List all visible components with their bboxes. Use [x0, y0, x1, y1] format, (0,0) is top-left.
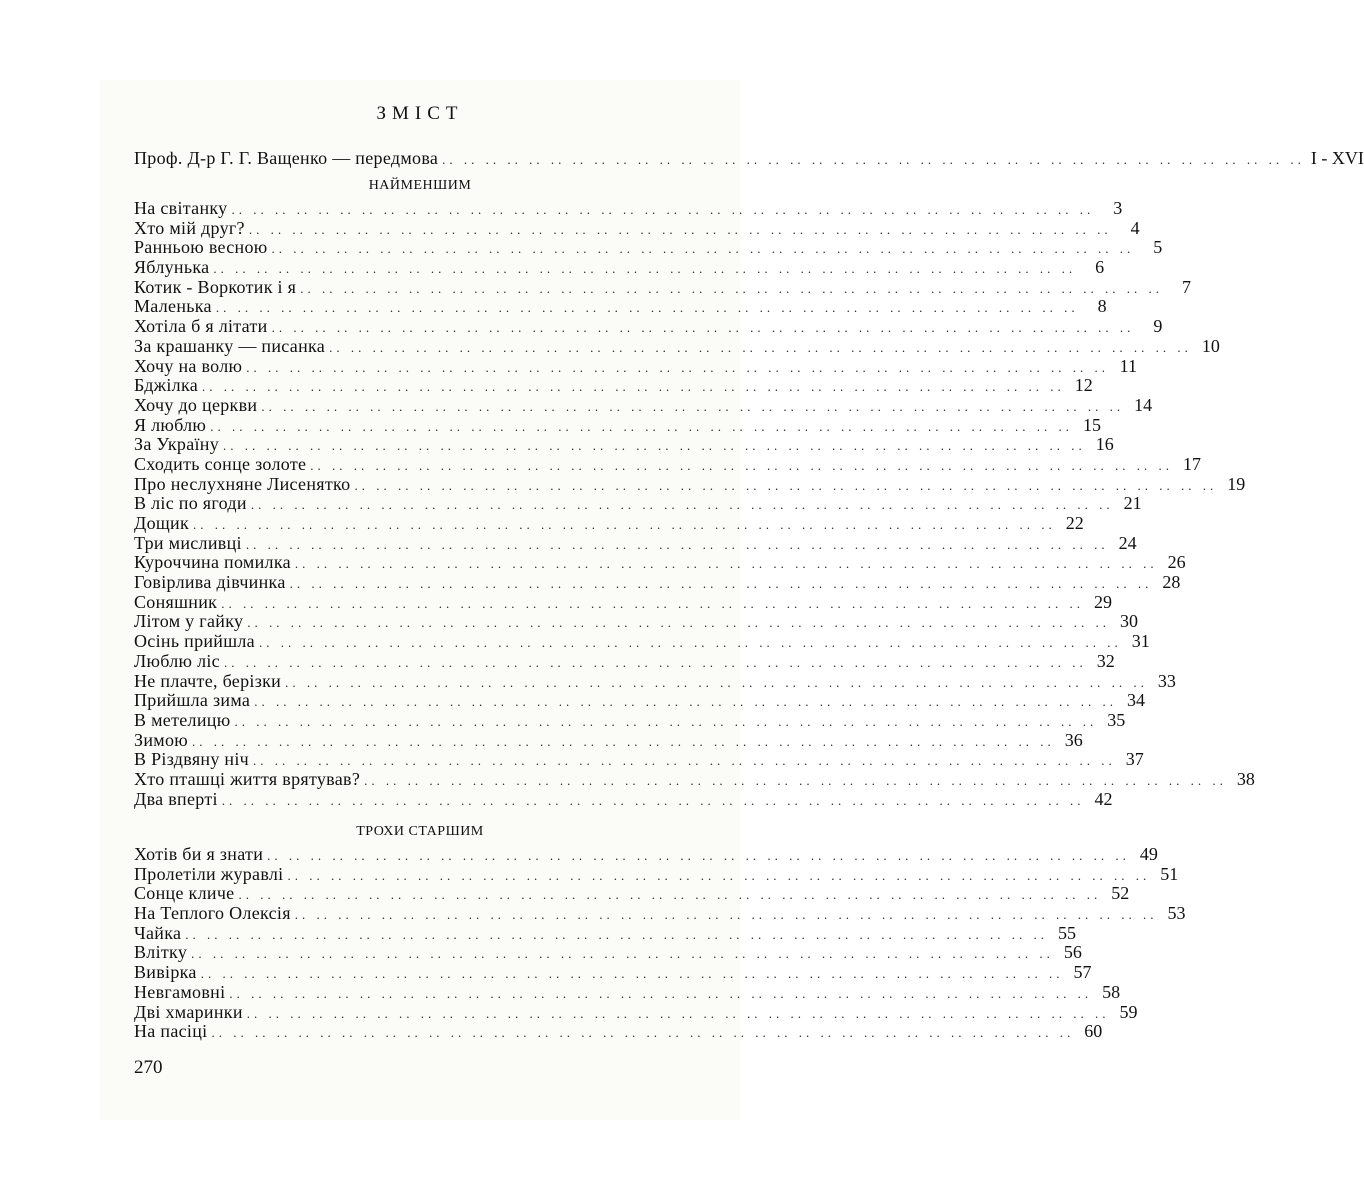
toc-entry[interactable] — [134, 335, 1220, 357]
toc-entry[interactable] — [134, 844, 1158, 865]
entry-page: 49 — [1139, 844, 1158, 864]
entry-page: 37 — [1125, 749, 1144, 770]
dot-leader: .. .. .. .. .. .. .. .. .. .. .. .. .. .. .. .. .. .. .. .. .. .. .. .. .. .. .. .. .. .. .. .. .. .. .. .. .. .. .. .. — [192, 733, 1055, 749]
entry-title: Хто мій друг? — [134, 217, 245, 238]
dot-leader: .. .. .. .. .. .. .. .. .. .. .. .. .. .. .. .. .. .. .. .. .. .. .. .. .. .. .. .. .. .. .. .. .. .. .. .. .. .. .. .. — [442, 152, 1305, 167]
toc-entry[interactable] — [134, 316, 1163, 337]
entry-page: 5 — [1153, 237, 1163, 258]
entry-title: Пролетіли журавлі — [134, 863, 284, 884]
entry-page: 15 — [1082, 414, 1101, 435]
toc-entry[interactable] — [134, 591, 1112, 613]
toc-entry[interactable] — [134, 768, 1255, 790]
entry-page: 3 — [1113, 198, 1123, 218]
entry-page: 42 — [1094, 788, 1113, 809]
entry-title: На Теплого Олексія — [134, 903, 291, 924]
entry-title: Сходить сонце золоте — [134, 453, 307, 474]
entry-page: 57 — [1073, 962, 1092, 983]
entry-title: Дві хмаринки — [134, 1001, 243, 1022]
entry-page: 53 — [1167, 903, 1186, 924]
entry-title: За крашанку — писанка — [134, 335, 326, 356]
entry-title: Куроччина помилка — [134, 552, 291, 573]
section-heading-youngest: НАЙМЕНШИМ — [368, 178, 472, 193]
entry-page: 24 — [1118, 532, 1137, 553]
toc-entry[interactable] — [134, 237, 1163, 258]
toc-entry[interactable] — [134, 650, 1115, 672]
entry-page: 30 — [1120, 611, 1139, 632]
toc-entry[interactable] — [134, 217, 1140, 239]
dot-leader: .. .. .. .. .. .. .. .. .. .. .. .. .. .. .. .. .. .. .. .. .. .. .. .. .. .. .. .. .. .. .. .. .. .. .. .. .. .. .. .. — [294, 907, 1158, 923]
toc-entry[interactable] — [134, 198, 1123, 219]
dot-leader: .. .. .. .. .. .. .. .. .. .. .. .. .. .. .. .. .. .. .. .. .. .. .. .. .. .. .. .. .. .. .. .. .. .. .. .. .. .. .. .. — [253, 753, 1116, 769]
entry-title: Яблунька — [134, 257, 210, 278]
entry-page: 9 — [1153, 316, 1163, 337]
dot-leader: .. .. .. .. .. .. .. .. .. .. .. .. .. .. .. .. .. .. .. .. .. .. .. .. .. .. .. .. .. .. .. .. .. .. .. .. .. .. .. .. — [248, 221, 1112, 237]
entry-title: Говірлива дівчинка — [134, 572, 286, 593]
dot-leader: .. .. .. .. .. .. .. .. .. .. .. .. .. .. .. .. .. .. .. .. .. .. .. .. .. .. .. .. .. .. .. .. .. .. .. .. .. .. .. .. — [223, 654, 1087, 670]
section-heading-older: ТРОХИ СТАРШИМ — [356, 824, 484, 839]
dot-leader: .. .. .. .. .. .. .. .. .. .. .. .. .. .. .. .. .. .. .. .. .. .. .. .. .. .. .. .. .. .. .. .. .. .. .. .. .. .. .. .. — [289, 576, 1153, 592]
dot-leader: .. .. .. .. .. .. .. .. .. .. .. .. .. .. .. .. .. .. .. .. .. .. .. .. .. .. .. .. .. .. .. .. .. .. .. .. .. .. .. .. — [246, 1005, 1110, 1021]
entry-page: 14 — [1134, 394, 1153, 415]
entry-page: 36 — [1064, 729, 1083, 750]
preface-pages: І - XVI — [1310, 148, 1364, 168]
toc-entry[interactable] — [134, 903, 1186, 924]
dot-leader: .. .. .. .. .. .. .. .. .. .. .. .. .. .. .. .. .. .. .. .. .. .. .. .. .. .. .. .. .. .. .. .. .. .. .. .. .. .. .. .. — [294, 556, 1158, 572]
dot-leader: .. .. .. .. .. .. .. .. .. .. .. .. .. .. .. .. .. .. .. .. .. .. .. .. .. .. .. .. .. .. .. .. .. .. .. .. .. .. .. .. — [215, 300, 1079, 316]
entry-title: Хочу на волю — [134, 355, 243, 376]
entry-title: Вивірка — [134, 962, 197, 983]
entry-title: Літом у гайку — [134, 611, 244, 632]
toc-entry[interactable] — [134, 709, 1126, 731]
toc-entry[interactable] — [134, 883, 1130, 904]
entry-title: Хотіла б я літати — [134, 316, 268, 337]
entry-title: Сонце кличе — [134, 883, 235, 904]
toc-entry[interactable] — [134, 276, 1191, 298]
toc-entry[interactable] — [134, 532, 1137, 554]
entry-title: Про неслухняне Лисенятко — [134, 473, 351, 494]
dot-leader: .. .. .. .. .. .. .. .. .. .. .. .. .. .. .. .. .. .. .. .. .. .. .. .. .. .. .. .. .. .. .. .. .. .. .. .. .. .. .. .. — [354, 477, 1218, 493]
toc-entry[interactable] — [134, 863, 1179, 885]
toc-list-youngest — [134, 198, 1255, 809]
toc-entry[interactable] — [134, 493, 1142, 514]
dot-leader: .. .. .. .. .. .. .. .. .. .. .. .. .. .. .. .. .. .. .. .. .. .. .. .. .. .. .. .. .. .. .. .. .. .. .. .. .. .. .. .. — [364, 772, 1227, 788]
dot-leader: .. .. .. .. .. .. .. .. .. .. .. .. .. .. .. .. .. .. .. .. .. .. .. .. .. .. .. .. .. .. .. .. .. .. .. .. .. .. .. .. — [254, 694, 1117, 710]
entry-title: Я люблю — [134, 414, 207, 435]
entry-title: Хотів би я знати — [134, 844, 264, 864]
entry-page: 60 — [1084, 1021, 1103, 1042]
dot-leader: .. .. .. .. .. .. .. .. .. .. .. .. .. .. .. .. .. .. .. .. .. .. .. .. .. .. .. .. .. .. .. .. .. .. .. .. .. .. .. .. — [185, 926, 1049, 942]
entry-title: Невгамовні — [134, 981, 226, 1002]
toc-entry[interactable] — [134, 453, 1202, 475]
dot-leader: .. .. .. .. .. .. .. .. .. .. .. .. .. .. .. .. .. .. .. .. .. .. .. .. .. .. .. .. .. .. .. .. .. .. .. .. .. .. .. .. — [231, 202, 1095, 217]
dot-leader: .. .. .. .. .. .. .. .. .. .. .. .. .. .. .. .. .. .. .. .. .. .. .. .. .. .. .. .. .. .. .. .. .. .. .. .. .. .. .. .. — [245, 536, 1109, 552]
dot-leader: .. .. .. .. .. .. .. .. .. .. .. .. .. .. .. .. .. .. .. .. .. .. .. .. .. .. .. .. .. .. .. .. .. .. .. .. .. .. .. .. — [221, 595, 1084, 611]
entry-title: Маленька — [134, 296, 212, 317]
toc-entry[interactable] — [134, 749, 1144, 770]
entry-page: 7 — [1181, 276, 1191, 297]
entry-title: В ліс по ягоди — [134, 493, 247, 514]
toc-entry[interactable] — [134, 670, 1176, 692]
entry-page: 52 — [1111, 883, 1130, 904]
entry-title: На пасіці — [134, 1021, 208, 1042]
entry-title: Осінь прийшла — [134, 631, 255, 652]
preface-title: Проф. Д-р Г. Г. Ващенко — передмова — [134, 148, 439, 168]
entry-title: Ранньою весною — [134, 237, 268, 258]
entry-page: 28 — [1162, 572, 1181, 593]
entry-title: Прийшла зима — [134, 690, 251, 711]
dot-leader: .. .. .. .. .. .. .. .. .. .. .. .. .. .. .. .. .. .. .. .. .. .. .. .. .. .. .. .. .. .. .. .. .. .. .. .. .. .. .. .. — [267, 848, 1130, 863]
toc-entry[interactable] — [134, 1021, 1103, 1042]
dot-leader: .. .. .. .. .. .. .. .. .. .. .. .. .. .. .. .. .. .. .. .. .. .. .. .. .. .. .. .. .. .. .. .. .. .. .. .. .. .. .. .. — [221, 792, 1085, 808]
dot-leader: .. .. .. .. .. .. .. .. .. .. .. .. .. .. .. .. .. .. .. .. .. .. .. .. .. .. .. .. .. .. .. .. .. .. .. .. .. .. .. .. — [210, 418, 1073, 434]
entry-page: 6 — [1095, 257, 1105, 278]
toc-entry[interactable] — [134, 434, 1114, 455]
toc-entry[interactable] — [134, 257, 1105, 278]
dot-leader: .. .. .. .. .. .. .. .. .. .. .. .. .. .. .. .. .. .. .. .. .. .. .. .. .. .. .. .. .. .. .. .. .. .. .. .. .. .. .. .. — [250, 497, 1114, 513]
entry-page: 55 — [1058, 922, 1077, 943]
toc-entry[interactable] — [134, 513, 1084, 534]
entry-page: 32 — [1096, 650, 1115, 671]
entry-title: В Різдвяну ніч — [134, 749, 250, 770]
entry-title: На світанку — [134, 198, 228, 218]
entry-page: 17 — [1183, 453, 1202, 474]
entry-page: 19 — [1227, 473, 1246, 494]
entry-title: За Україну — [134, 434, 220, 455]
toc-entry[interactable] — [134, 375, 1093, 396]
toc-entry[interactable] — [134, 611, 1139, 632]
dot-leader: .. .. .. .. .. .. .. .. .. .. .. .. .. .. .. .. .. .. .. .. .. .. .. .. .. .. .. .. .. .. .. .. .. .. .. .. .. .. .. .. — [247, 615, 1111, 631]
dot-leader: .. .. .. .. .. .. .. .. .. .. .. .. .. .. .. .. .. .. .. .. .. .. .. .. .. .. .. .. .. .. .. .. .. .. .. .. .. .. .. .. — [285, 674, 1148, 690]
toc-entry[interactable] — [134, 473, 1246, 495]
toc-entry[interactable] — [134, 394, 1153, 416]
toc-list-older — [134, 844, 1186, 1042]
entry-page: 59 — [1119, 1001, 1138, 1022]
toc-entry[interactable] — [134, 690, 1145, 711]
entry-page: 4 — [1130, 217, 1140, 238]
dot-leader: .. .. .. .. .. .. .. .. .. .. .. .. .. .. .. .. .. .. .. .. .. .. .. .. .. .. .. .. .. .. .. .. .. .. .. .. .. .. .. .. — [202, 379, 1065, 395]
toc-entry[interactable] — [134, 962, 1092, 983]
entry-page: 58 — [1102, 981, 1121, 1002]
entry-title: Соняшник — [134, 591, 218, 612]
dot-leader: .. .. .. .. .. .. .. .. .. .. .. .. .. .. .. .. .. .. .. .. .. .. .. .. .. .. .. .. .. .. .. .. .. .. .. .. .. .. .. .. — [300, 280, 1163, 296]
entry-title: Люблю ліс — [134, 650, 220, 671]
toc-entry[interactable] — [134, 922, 1077, 944]
entry-page: 51 — [1160, 863, 1179, 884]
preface-entry[interactable] — [134, 148, 1364, 168]
entry-title: Два вперті — [134, 788, 218, 809]
entry-page: 26 — [1167, 552, 1186, 573]
dot-leader: .. .. .. .. .. .. .. .. .. .. .. .. .. .. .. .. .. .. .. .. .. .. .. .. .. .. .. .. .. .. .. .. .. .. .. .. .. .. .. .. — [246, 359, 1109, 375]
entry-page: 35 — [1107, 709, 1126, 730]
entry-title: Влітку — [134, 942, 188, 963]
toc-entry[interactable] — [134, 631, 1150, 652]
entry-title: Чайка — [134, 922, 182, 943]
entry-title: Зимою — [134, 729, 188, 750]
entry-page: 29 — [1093, 591, 1112, 612]
entry-page: 11 — [1119, 355, 1137, 376]
toc-entry[interactable] — [134, 1001, 1138, 1023]
entry-page: 10 — [1201, 335, 1220, 356]
toc-entry[interactable] — [134, 788, 1113, 810]
toc-entry[interactable] — [134, 981, 1121, 1003]
dot-leader: .. .. .. .. .. .. .. .. .. .. .. .. .. .. .. .. .. .. .. .. .. .. .. .. .. .. .. .. .. .. .. .. .. .. .. .. .. .. .. .. — [213, 261, 1077, 277]
entry-page: 22 — [1065, 513, 1084, 533]
entry-page: 12 — [1074, 375, 1093, 396]
dot-leader: .. .. .. .. .. .. .. .. .. .. .. .. .. .. .. .. .. .. .. .. .. .. .. .. .. .. .. .. .. .. .. .. .. .. .. .. .. .. .. .. — [229, 985, 1093, 1001]
toc-entry[interactable] — [134, 942, 1082, 963]
dot-leader: .. .. .. .. .. .. .. .. .. .. .. .. .. .. .. .. .. .. .. .. .. .. .. .. .. .. .. .. .. .. .. .. .. .. .. .. .. .. .. .. — [258, 635, 1122, 651]
toc-entry[interactable] — [134, 414, 1101, 436]
dot-leader: .. .. .. .. .. .. .. .. .. .. .. .. .. .. .. .. .. .. .. .. .. .. .. .. .. .. .. .. .. .. .. .. .. .. .. .. .. .. .. .. — [193, 517, 1056, 532]
toc-entry[interactable] — [134, 729, 1083, 751]
entry-title: Котик - Воркотик і я — [134, 276, 297, 297]
dot-leader: .. .. .. .. .. .. .. .. .. .. .. .. .. .. .. .. .. .. .. .. .. .. .. .. .. .. .. .. .. .. .. .. .. .. .. .. .. .. .. .. — [223, 438, 1086, 454]
entry-page: 38 — [1236, 768, 1255, 789]
entry-page: 34 — [1126, 690, 1145, 711]
entry-title: Три мисливці — [134, 532, 242, 553]
toc-entry[interactable] — [134, 572, 1181, 593]
dot-leader: .. .. .. .. .. .. .. .. .. .. .. .. .. .. .. .. .. .. .. .. .. .. .. .. .. .. .. .. .. .. .. .. .. .. .. .. .. .. .. .. — [238, 887, 1102, 903]
dot-leader: .. .. .. .. .. .. .. .. .. .. .. .. .. .. .. .. .. .. .. .. .. .. .. .. .. .. .. .. .. .. .. .. .. .. .. .. .. .. .. .. — [211, 1025, 1075, 1041]
entry-title: Дощик — [134, 513, 190, 533]
entry-page: 8 — [1097, 296, 1107, 317]
entry-title: Хочу до церкви — [134, 394, 258, 415]
toc-entry[interactable] — [134, 355, 1137, 377]
toc-entry[interactable] — [134, 296, 1107, 317]
dot-leader: .. .. .. .. .. .. .. .. .. .. .. .. .. .. .. .. .. .. .. .. .. .. .. .. .. .. .. .. .. .. .. .. .. .. .. .. .. .. .. .. — [329, 339, 1192, 355]
dot-leader: .. .. .. .. .. .. .. .. .. .. .. .. .. .. .. .. .. .. .. .. .. .. .. .. .. .. .. .. .. .. .. .. .. .. .. .. .. .. .. .. — [234, 713, 1098, 729]
page-title: ЗМІСТ — [376, 103, 464, 124]
toc-entry[interactable] — [134, 552, 1186, 573]
dot-leader: .. .. .. .. .. .. .. .. .. .. .. .. .. .. .. .. .. .. .. .. .. .. .. .. .. .. .. .. .. .. .. .. .. .. .. .. .. .. .. .. — [271, 241, 1135, 257]
entry-page: 56 — [1063, 942, 1082, 963]
entry-title: Не плачте, берізки — [134, 670, 282, 691]
page-number: 270 — [134, 1057, 163, 1078]
dot-leader: .. .. .. .. .. .. .. .. .. .. .. .. .. .. .. .. .. .. .. .. .. .. .. .. .. .. .. .. .. .. .. .. .. .. .. .. .. .. .. .. — [191, 946, 1054, 962]
dot-leader: .. .. .. .. .. .. .. .. .. .. .. .. .. .. .. .. .. .. .. .. .. .. .. .. .. .. .. .. .. .. .. .. .. .. .. .. .. .. .. .. — [310, 457, 1174, 473]
entry-page: 31 — [1131, 631, 1150, 652]
entry-page: 33 — [1157, 670, 1176, 691]
entry-title: В метелицю — [134, 709, 231, 730]
entry-title: Хто пташці життя врятував? — [134, 768, 361, 789]
entry-page: 21 — [1123, 493, 1142, 514]
dot-leader: .. .. .. .. .. .. .. .. .. .. .. .. .. .. .. .. .. .. .. .. .. .. .. .. .. .. .. .. .. .. .. .. .. .. .. .. .. .. .. .. — [261, 398, 1125, 414]
entry-page: 16 — [1095, 434, 1114, 455]
dot-leader: .. .. .. .. .. .. .. .. .. .. .. .. .. .. .. .. .. .. .. .. .. .. .. .. .. .. .. .. .. .. .. .. .. .. .. .. .. .. .. .. — [200, 966, 1064, 982]
entry-title: Бджілка — [134, 375, 199, 396]
dot-leader: .. .. .. .. .. .. .. .. .. .. .. .. .. .. .. .. .. .. .. .. .. .. .. .. .. .. .. .. .. .. .. .. .. .. .. .. .. .. .. .. — [287, 867, 1151, 883]
dot-leader: .. .. .. .. .. .. .. .. .. .. .. .. .. .. .. .. .. .. .. .. .. .. .. .. .. .. .. .. .. .. .. .. .. .. .. .. .. .. .. .. — [271, 320, 1135, 336]
